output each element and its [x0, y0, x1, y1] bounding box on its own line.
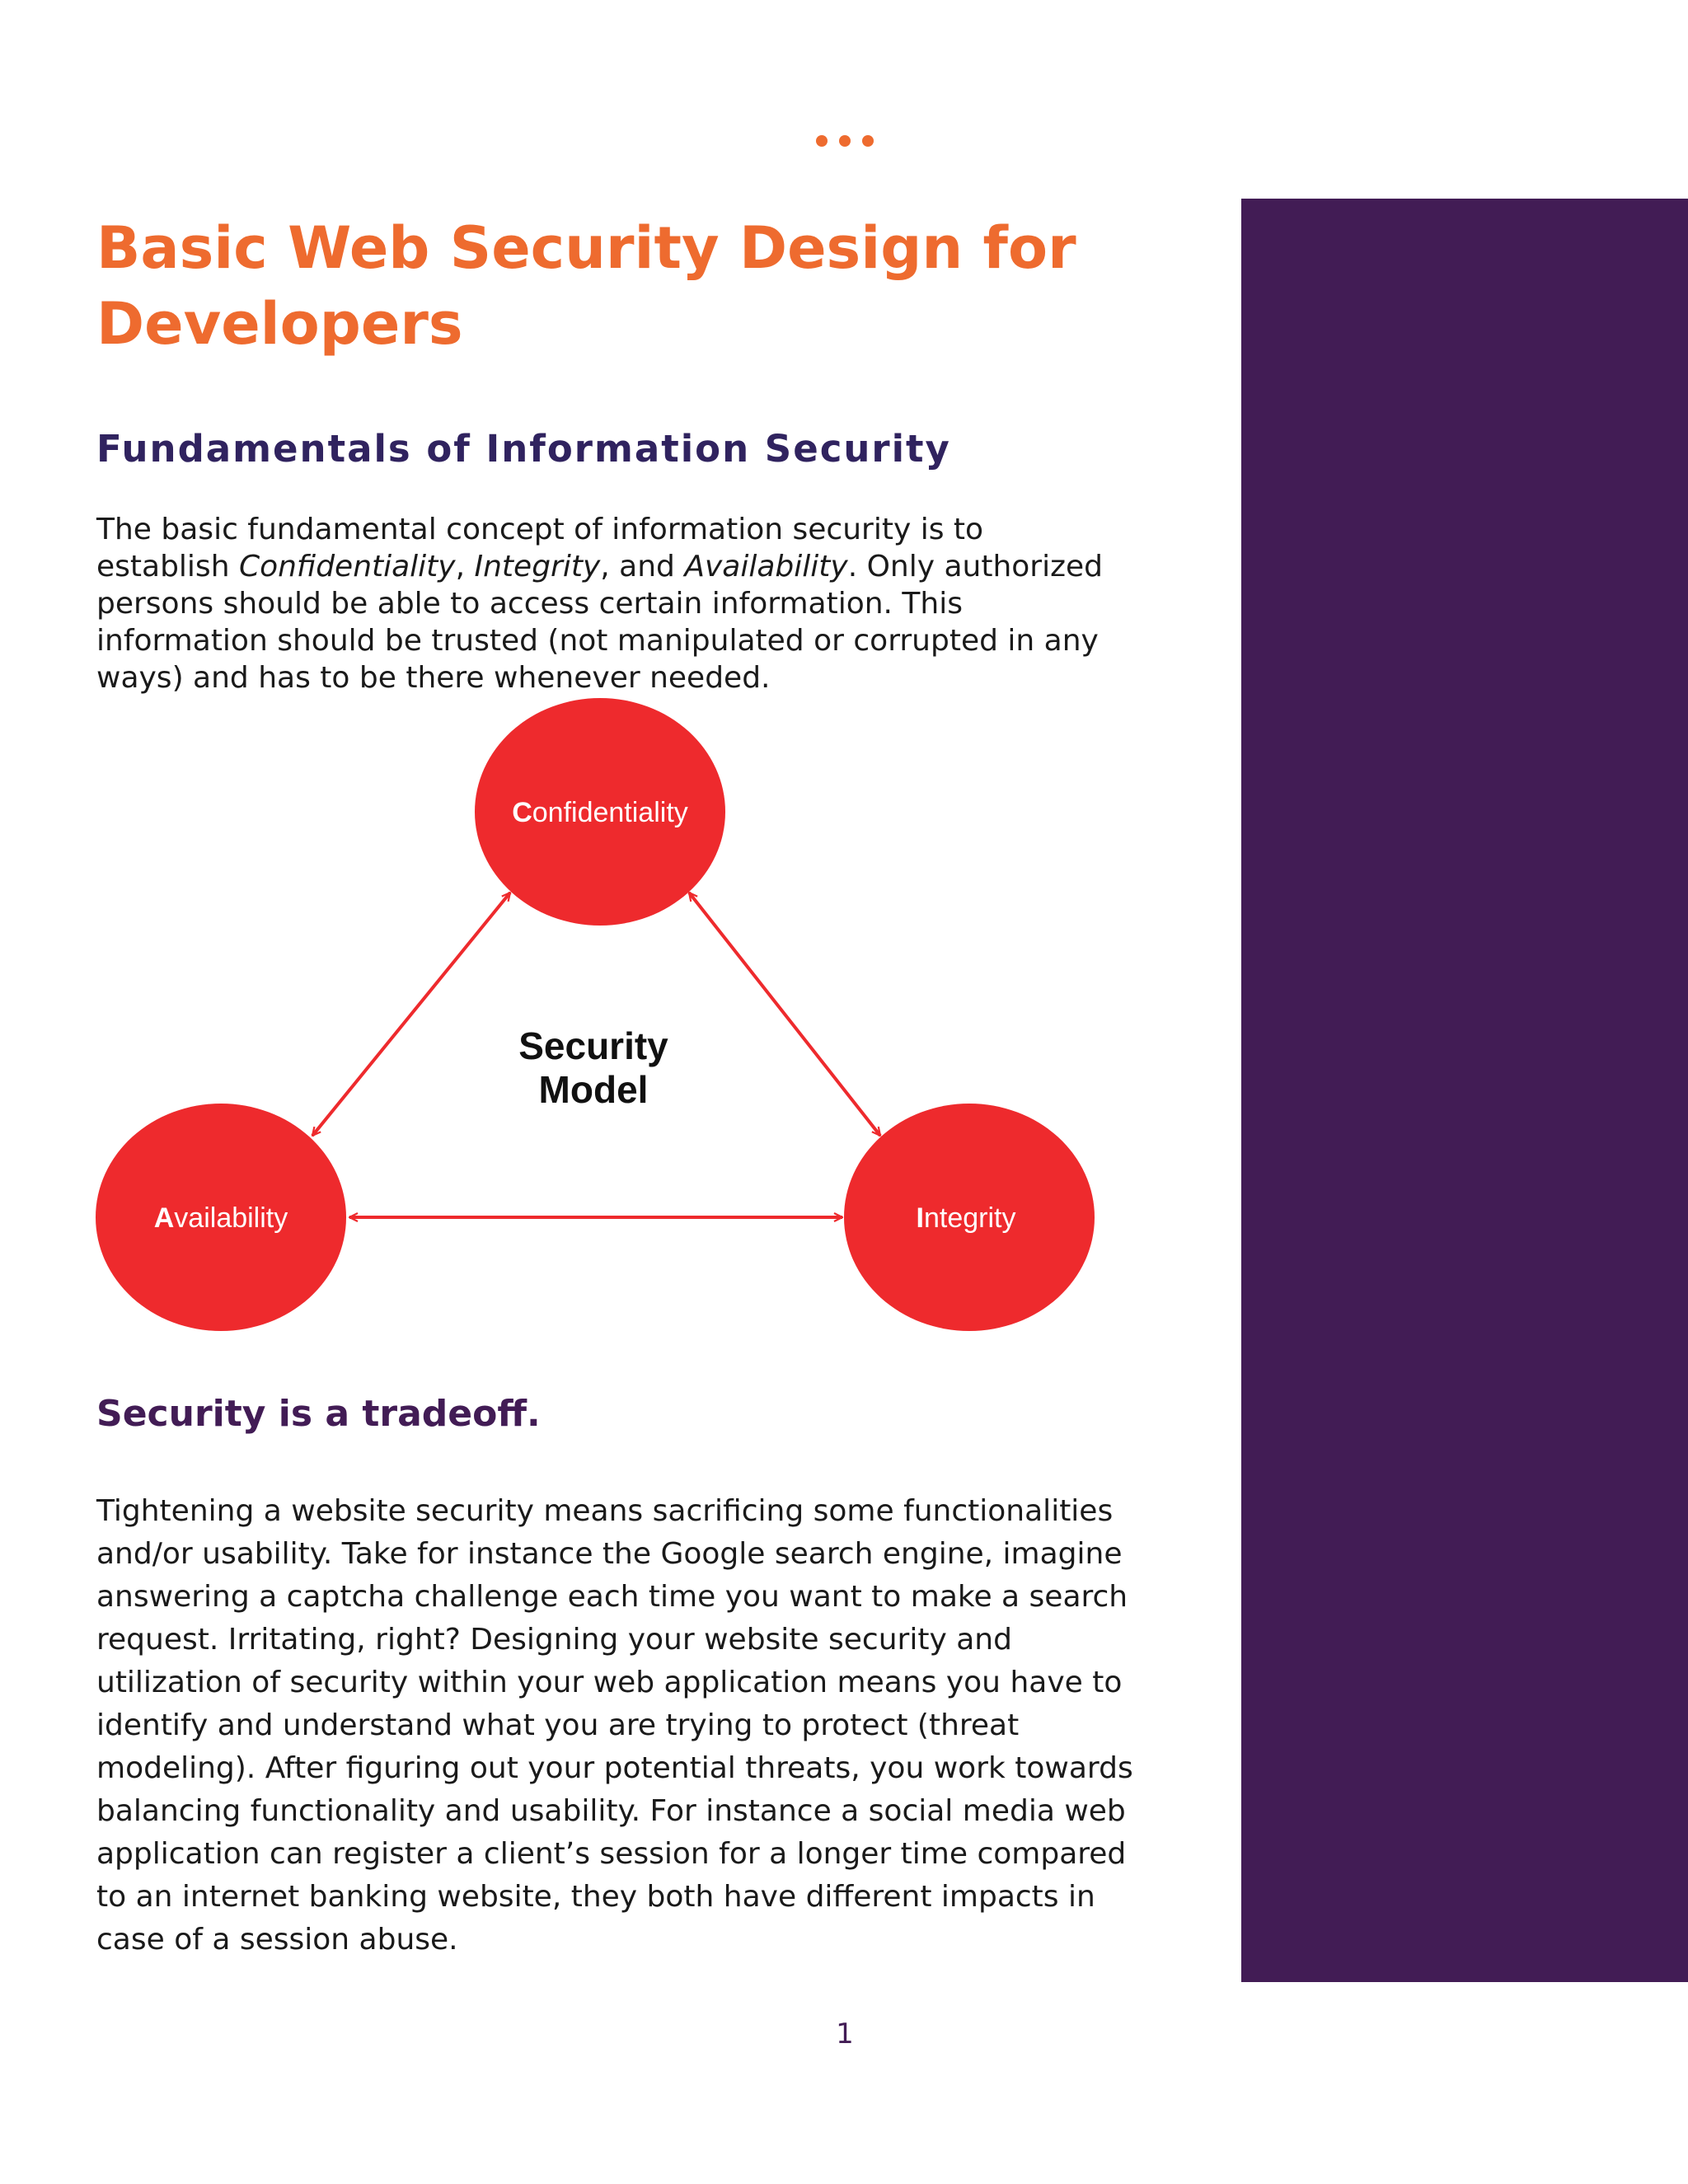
term-availability: Availability	[684, 550, 848, 583]
confidentiality-label	[512, 797, 688, 828]
fundamentals-paragraph	[96, 511, 1118, 696]
dot	[839, 135, 851, 147]
center-label-line1: Security	[518, 1024, 668, 1067]
side-panel	[1241, 199, 1688, 1982]
label-initial: C	[512, 797, 532, 828]
availability-label	[154, 1202, 288, 1234]
ellipsis-dots-icon	[816, 132, 874, 150]
label-rest: ntegrity	[923, 1202, 1016, 1234]
term-confidentiality: Confidentiality	[238, 550, 456, 583]
dot	[816, 135, 828, 147]
separator: , and	[600, 550, 685, 583]
paragraph-text: . Only authorized persons should be able to access certain information. This information should be trusted (not manipulated or corrupted in any ways) and has to be there whenever needed.	[96, 550, 1104, 695]
security-model-diagram	[91, 688, 1104, 1339]
center-label-line2: Model	[538, 1068, 649, 1111]
section-heading-tradeoff: Security is a tradeoff.	[96, 1393, 541, 1435]
page-number: 1	[836, 2018, 854, 2050]
label-rest: vailability	[174, 1202, 288, 1234]
dot	[862, 135, 874, 147]
tradeoff-paragraph: Tightening a website security means sacrificing some functionalities and/or usability. Take for instance the Google search engine, imagine answering a captcha challenge each time you want to make a search request. Irritating, right? Designing your website security and utilization of security within your web application means you have to identify and understand what you are trying to protect (threat modeling). After figuring out your potential threats, you work towards balancing functionality and usability. For instance a social media web application can register a client’s session for a longer time compared to an internet banking website, they both have different impacts in case of a session abuse.	[96, 1494, 1133, 1957]
page-title: Basic Web Security Design for Developers	[96, 214, 1076, 358]
separator: ,	[455, 550, 475, 583]
paragraph-text: The basic fundamental concept of information security is to establish	[96, 513, 984, 583]
arrow-confidentiality-availability	[312, 893, 510, 1136]
label-initial: A	[153, 1202, 175, 1234]
label-rest: onfidentiality	[532, 797, 688, 828]
label-initial: I	[916, 1202, 924, 1234]
arrow-confidentiality-integrity	[689, 893, 880, 1136]
integrity-label	[917, 1202, 1016, 1234]
section-heading-fundamentals: Fundamentals of Information Security	[96, 427, 951, 471]
term-integrity: Integrity	[474, 550, 601, 583]
